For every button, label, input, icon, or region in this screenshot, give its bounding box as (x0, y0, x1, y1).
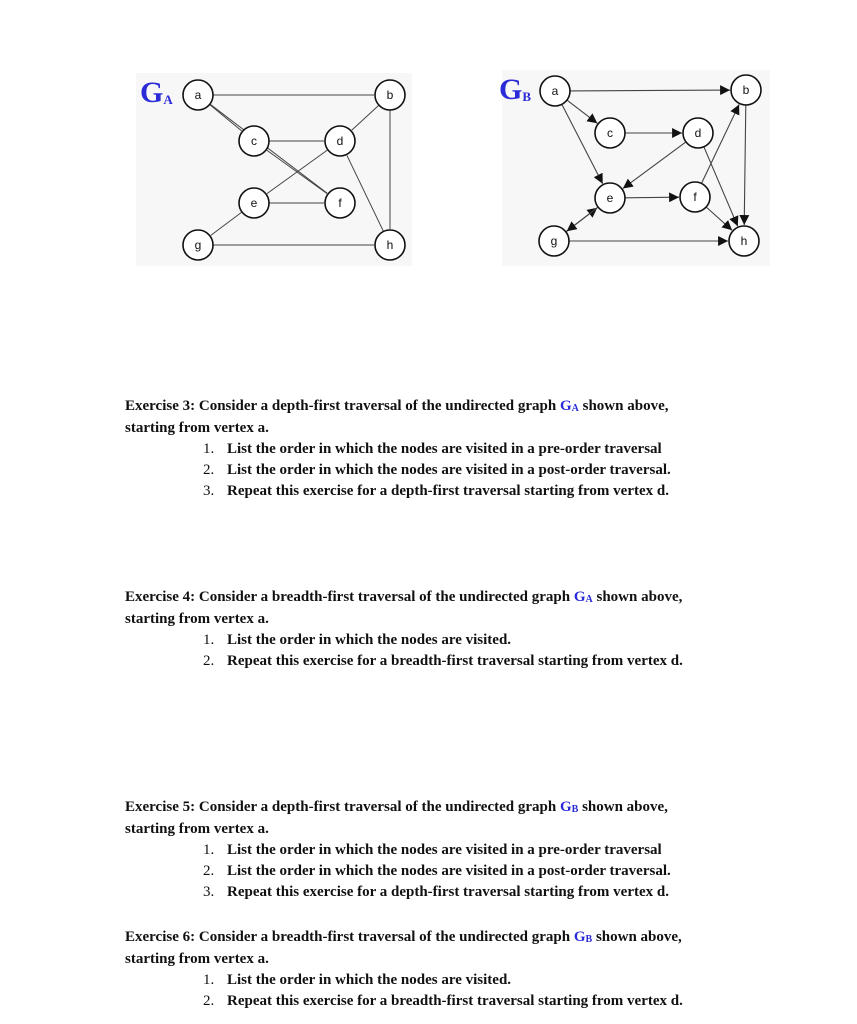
list-item (203, 481, 805, 502)
graph-b-node-label-d: d (694, 126, 702, 140)
graph-b-edge-f-h (706, 207, 732, 230)
graph-b-edge-a-c (567, 100, 597, 123)
exercise-3-heading (125, 396, 805, 418)
list-item-text: Repeat this exercise for a breadth-first traversal starting from vertex d. (227, 993, 683, 1009)
exercise-5-heading (125, 797, 805, 819)
list-item-number: 1. (203, 441, 215, 457)
list-item (203, 439, 805, 460)
exercise-4-list (125, 630, 805, 672)
list-item-text: List the order in which the nodes are visited. (227, 972, 512, 988)
list-item-text: Repeat this exercise for a depth-first traversal starting from vertex d. (227, 884, 669, 900)
graph-b-node-label-e: e (606, 191, 614, 205)
list-item-text: List the order in which the nodes are visited in a pre-order traversal (227, 441, 662, 457)
graph-b-node-label-f: f (693, 190, 697, 204)
graph-b-edge-b-h (744, 105, 746, 225)
list-item-text: List the order in which the nodes are visited in a post-order traversal. (227, 863, 671, 879)
list-item (203, 882, 805, 903)
graph-a-edge-e-g (211, 212, 242, 235)
list-item-number: 1. (203, 972, 215, 988)
exercise-3-graph-sub: A (571, 403, 579, 414)
graph-a-canvas (136, 73, 412, 266)
list-item-number: 1. (203, 842, 215, 858)
list-item-number: 3. (203, 483, 215, 499)
exercise-3-suffix: shown above, (578, 398, 669, 414)
list-item-text: List the order in which the nodes are visited in a post-order traversal. (227, 462, 671, 478)
list-item-text: Repeat this exercise for a breadth-first traversal starting from vertex d. (227, 653, 683, 669)
exercise-3-graph-main: G (559, 398, 572, 414)
exercise-4-prefix: Exercise 4: Consider a breadth-first traversal of the undirected graph (125, 589, 574, 605)
exercise-4 (125, 587, 805, 672)
exercise-6 (125, 927, 805, 1012)
exercise-5 (125, 797, 805, 903)
graph-a-label (140, 78, 173, 113)
exercise-5-graph-name (560, 799, 578, 815)
exercise-3-graph-name (560, 398, 579, 414)
exercise-6-line2: starting from vertex a. (125, 951, 269, 967)
graph-a-edge-b-d (352, 105, 379, 130)
exercise-3 (125, 396, 805, 502)
list-item-number: 2. (203, 653, 215, 669)
graph-a-node-label-g: g (194, 238, 202, 252)
graph-b-edge-a-b (570, 90, 730, 91)
exercise-5-suffix: shown above, (578, 799, 668, 815)
exercise-3-list (125, 439, 805, 502)
exercise-3-line2: starting from vertex a. (125, 420, 269, 436)
list-item-number: 1. (203, 632, 215, 648)
graph-a-label-sub: A (163, 92, 173, 107)
graph-a-node-label-d: d (336, 134, 344, 148)
graph-b-edge-d-h (704, 147, 738, 226)
graph-b-label (499, 75, 531, 110)
exercise-6-graph-name (574, 929, 592, 945)
graph-a-node-label-c: c (251, 134, 257, 148)
list-item (203, 970, 805, 991)
graph-b-edge-d-e (623, 142, 686, 189)
exercise-4-heading (125, 587, 805, 609)
graph-b-canvas (502, 70, 770, 266)
exercise-4-line2: starting from vertex a. (125, 611, 269, 627)
graph-a-label-main: G (140, 76, 164, 109)
list-item (203, 840, 805, 861)
list-item-text: List the order in which the nodes are visited. (227, 632, 512, 648)
graph-b-edge-a-e (562, 104, 603, 183)
exercise-5-list (125, 840, 805, 903)
exercise-5-graph-sub: B (571, 804, 579, 815)
exercise-6-prefix: Exercise 6: Consider a breadth-first traversal of the undirected graph (125, 929, 574, 945)
exercise-6-suffix: shown above, (592, 929, 682, 945)
graph-b-label-sub: B (522, 89, 532, 104)
exercise-4-suffix: shown above, (592, 589, 683, 605)
list-item-number: 2. (203, 863, 215, 879)
graph-a-node-label-h: h (386, 238, 394, 252)
graph-a-node-label-e: e (250, 196, 258, 210)
list-item-number: 3. (203, 884, 215, 900)
exercise-6-graph-sub: B (585, 934, 593, 945)
exercise-6-heading (125, 927, 805, 949)
graph-b-node-label-a: a (551, 84, 559, 98)
graph-a-node-label-f: f (338, 196, 342, 210)
graph-b-edge-e-g (567, 207, 598, 231)
graph-b-edge-e-f (625, 197, 679, 198)
graph-a-edge-a-c (210, 105, 242, 131)
graph-a-node-label-a: a (194, 88, 202, 102)
list-item (203, 861, 805, 882)
exercise-5-prefix: Exercise 5: Consider a depth-first traversal of the undirected graph (125, 799, 560, 815)
exercise-6-graph-main: G (573, 929, 586, 945)
graph-b-node-label-g: g (550, 234, 558, 248)
exercise-4-graph-name (574, 589, 593, 605)
exercise-5-graph-main: G (559, 799, 572, 815)
graph-b-label-main: G (499, 73, 523, 106)
graph-b-node-label-c: c (607, 126, 613, 140)
list-item-text: Repeat this exercise for a depth-first traversal starting from vertex d. (227, 483, 669, 499)
list-item (203, 630, 805, 651)
graph-b-figure (502, 70, 770, 266)
list-item-number: 2. (203, 993, 215, 1009)
exercise-5-line2: starting from vertex a. (125, 821, 269, 837)
exercise-4-graph-main: G (573, 589, 586, 605)
list-item (203, 460, 805, 481)
list-item (203, 651, 805, 672)
list-item-number: 2. (203, 462, 215, 478)
graph-a-node-label-b: b (386, 88, 394, 102)
exercise-4-graph-sub: A (585, 594, 593, 605)
graph-a-edge-a-f (210, 104, 327, 193)
exercise-6-list (125, 970, 805, 1012)
graph-b-node-label-h: h (740, 234, 748, 248)
graph-a-figure (136, 73, 412, 266)
list-item (203, 991, 805, 1012)
graph-b-node-label-b: b (742, 83, 750, 97)
exercise-3-prefix: Exercise 3: Consider a depth-first traversal of the undirected graph (125, 398, 560, 414)
list-item-text: List the order in which the nodes are visited in a pre-order traversal (227, 842, 662, 858)
